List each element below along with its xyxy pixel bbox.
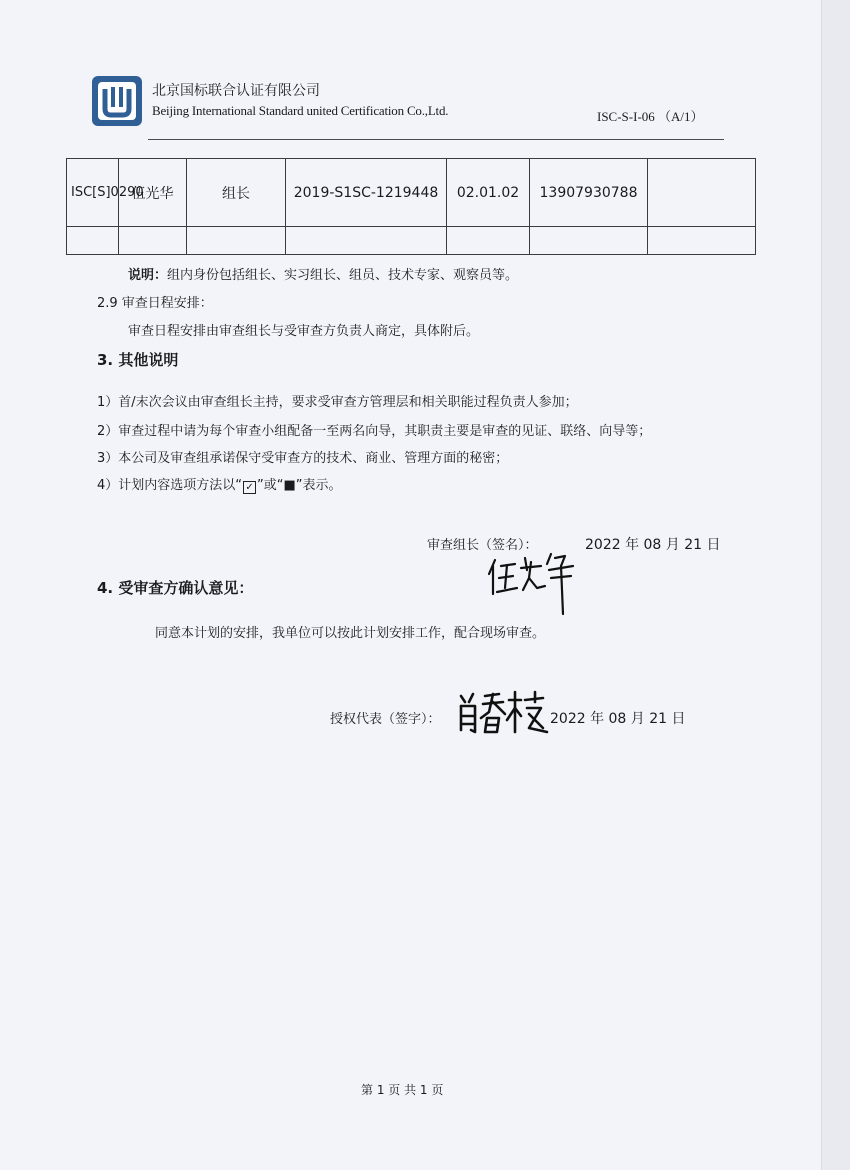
table-cell-empty [648,227,756,255]
table-cell-empty [286,227,447,255]
table-note [128,264,518,283]
checkbox-checked-icon: ✓ [243,481,256,494]
company-name-cn: 北京国标联合认证有限公司 [152,83,320,99]
page-number: 第 1 页 共 1 页 [361,1083,444,1097]
table-cell-empty [530,227,648,255]
representative-handwritten-signature [455,688,550,738]
header-divider [148,139,724,140]
leader-signature-date: 2022 年 08 月 21 日 [585,537,721,553]
table-cell-code: 02.01.02 [447,159,530,227]
table-cell-role: 组长 [187,159,286,227]
section-2-9-title: 2.9 审查日程安排： [97,296,213,311]
table-cell-empty [67,227,119,255]
table-cell-empty [447,227,530,255]
section-4-title: 4. 受审查方确认意见： [97,579,254,597]
table-row [67,159,756,227]
table-cell-empty [187,227,286,255]
company-logo [91,75,143,127]
list-item: 2）审查过程中请为每个审查小组配备一至两名向导，其职责主要是审查的见证、联络、向导等； [97,424,652,439]
item4-mid: ”或“ [257,478,284,493]
section-2-9-body: 审查日程安排由审查组长与受审查方负责人商定，具体附后。 [128,324,480,339]
item4-prefix: 4）计划内容选项方法以“ [97,478,243,493]
list-item: 1）首/末次会议由审查组长主持，要求受审查方管理层和相关职能过程负责人参加； [97,395,578,410]
leader-signature-label: 审查组长（签名）： [427,538,538,553]
table-cell-phone: 13907930788 [530,159,648,227]
table-cell-empty [119,227,187,255]
note-text: 组内身份包括组长、实习组长、组员、技术专家、观察员等。 [167,268,519,283]
table-cell-name: 伍光华 [119,159,187,227]
table-row [67,227,756,255]
section-4-body: 同意本计划的安排，我单位可以按此计划安排工作，配合现场审查。 [155,626,546,641]
table-cell-registration-no: ISC[S]0290 [67,159,119,227]
item4-suffix: ”表示。 [295,478,342,493]
list-item: 3）本公司及审查组承诺保守受审查方的技术、商业、管理方面的秘密； [97,451,509,466]
representative-signature-date: 2022 年 08 月 21 日 [550,711,686,727]
list-item [97,474,342,494]
filled-square-icon: ■ [283,478,296,493]
table-cell-remark [648,159,756,227]
audit-team-table [66,158,756,255]
scan-page-edge [821,0,850,1170]
representative-signature-label: 授权代表（签字）： [330,712,441,727]
company-name-en: Beijing International Standard united Certification Co.,Ltd. [152,103,449,118]
section-3-title: 3. 其他说明 [97,351,179,369]
document-code: ISC-S-I-06 （A/1） [597,109,704,124]
table-cell-certificate-no: 2019-S1SC-1219448 [286,159,447,227]
leader-handwritten-signature [485,548,585,618]
note-label: 说明： [128,268,168,283]
